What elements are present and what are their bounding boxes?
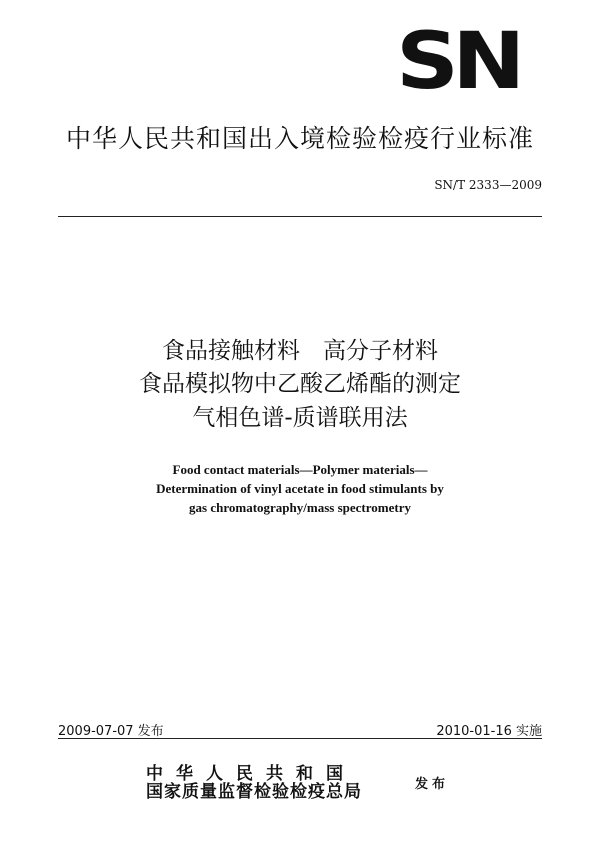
english-title-line-1: Food contact materials—Polymer materials— [172,462,428,477]
header-divider [58,216,542,217]
chinese-title-line-3: 气相色谱-质谱联用法 [192,405,408,431]
issuer-title: 中华人民共和国出入境检验检疫行业标准 [65,124,534,153]
chinese-title-line-1: 食品接触材料 高分子材料 [162,338,438,364]
publish-label: 发布 [415,777,450,792]
implement-date: 2010-01-16 实施 [436,724,542,739]
sn-logo: SN [396,17,519,107]
publisher-line-1: 中华人民共和国 [146,764,356,784]
footer-divider [58,738,542,739]
english-title-line-2: Determination of vinyl acetate in food stimulants by [156,481,444,496]
chinese-title-line-2: 食品模拟物中乙酸乙烯酯的测定 [139,371,461,397]
english-title-line-3: gas chromatography/mass spectrometry [189,500,411,515]
publisher-line-2: 国家质量监督检验检疫总局 [146,782,362,802]
issue-date: 2009-07-07 发布 [58,724,164,739]
standard-number: SN/T 2333—2009 [434,178,542,192]
